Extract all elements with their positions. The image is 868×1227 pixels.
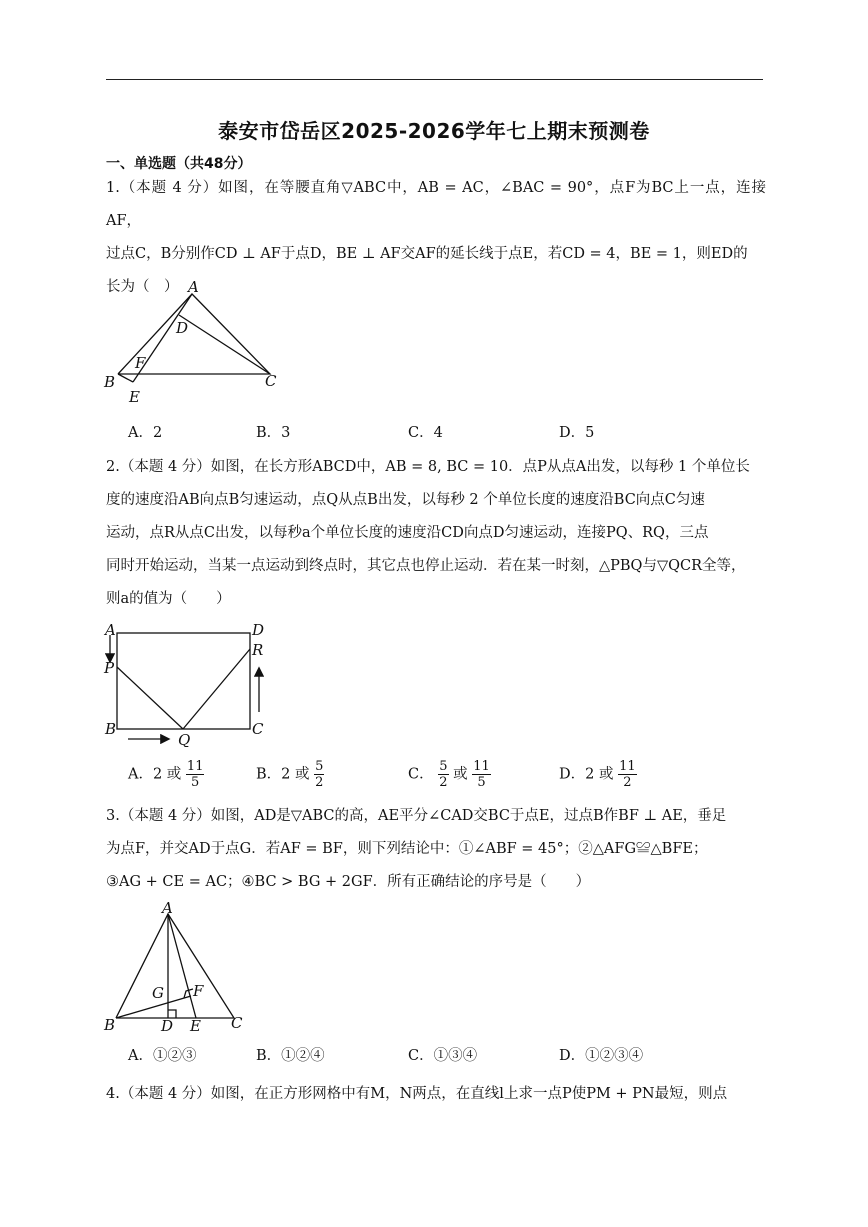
q2-label-a: A	[105, 621, 116, 639]
q2-label-b: B	[105, 720, 117, 738]
q2-line-5: 则a的值为（ ）	[106, 591, 231, 607]
q2-label-c: C	[252, 720, 264, 738]
q3-line-3: ③AG + CE = AC；④BC > BG + 2GF．所有正确结论的序号是（ ）	[106, 874, 591, 890]
q2-option-c-fraction-1	[438, 759, 448, 790]
q2-option-d-prefix: D．2 或	[559, 766, 614, 783]
q3-option-b[interactable]: B．①②④	[256, 1048, 325, 1064]
q2-option-a-fraction	[186, 759, 205, 790]
q3-option-c[interactable]: C．①③④	[408, 1048, 478, 1064]
numerator: 5	[315, 759, 324, 774]
question-3-text	[106, 800, 766, 899]
question-2-text	[106, 451, 766, 616]
q2-option-d[interactable]	[559, 759, 637, 790]
numerator: 11	[186, 759, 204, 774]
denominator: 2	[439, 775, 448, 790]
q1-label-f: F	[135, 354, 146, 372]
q1-line-2: 过点C，B分别作CD ⊥ AF于点D，BE ⊥ AF交AF的延长线于点E，若CD = 4，BE = 1，则ED的	[106, 246, 748, 262]
q2-line-3: 运动，点R从点C出发，以每秒a个单位长度的速度沿CD向点D匀速运动，连接PQ、RQ，三点	[106, 525, 709, 541]
q2-option-c-fraction-2	[472, 759, 491, 790]
q1-label-c: C	[265, 372, 277, 390]
numerator: 11	[619, 759, 636, 774]
q1-label-d: D	[176, 319, 189, 337]
q2-rectangle	[117, 633, 250, 729]
q2-option-b-fraction	[314, 759, 324, 790]
q1-line-3: 长为（ ）	[106, 279, 179, 295]
q1-line-cd	[179, 315, 270, 374]
q3-option-d[interactable]: D．①②③④	[559, 1048, 644, 1064]
denominator: 2	[315, 775, 324, 790]
q2-option-b[interactable]	[256, 759, 324, 790]
q3-label-e: E	[190, 1017, 201, 1035]
q2-label-p: P	[104, 659, 115, 677]
denominator: 2	[623, 775, 632, 790]
q2-option-c-prefix: C．	[408, 766, 434, 783]
q2-line-2: 度的速度沿AB向点B匀速运动，点Q从点B出发，以每秒 2 个单位长度的速度沿BC向点C匀速	[106, 492, 705, 508]
q1-label-a: A	[188, 278, 199, 296]
q3-label-d: D	[161, 1017, 174, 1035]
numerator: 5	[439, 759, 448, 774]
q2-label-r: R	[252, 641, 264, 659]
denominator: 5	[477, 775, 486, 790]
q2-line-pq	[117, 667, 183, 729]
q2-options	[106, 759, 746, 793]
q2-option-d-fraction	[618, 759, 637, 790]
q2-option-b-prefix: B．2 或	[256, 766, 310, 783]
q3-figure	[100, 900, 260, 1035]
q3-label-c: C	[231, 1014, 243, 1032]
q3-line-1: 3.（本题 4 分）如图，AD是▽ABC的高，AE平分∠CAD交BC于点E，过点B作BF ⊥ AE，垂足	[106, 808, 727, 824]
q1-option-d[interactable]: D．5	[559, 425, 595, 441]
q3-label-g: G	[152, 984, 164, 1002]
q1-figure	[100, 278, 290, 408]
q2-line-4: 同时开始运动，当某一点运动到终点时，其它点也停止运动．若在某一时刻，△PBQ与▽QCR全等，	[106, 558, 746, 574]
q3-label-a: A	[162, 900, 173, 917]
q2-figure	[100, 617, 280, 747]
q1-option-b[interactable]: B．3	[256, 425, 291, 441]
q2-line-rq	[183, 649, 250, 729]
q1-option-c[interactable]: C．4	[408, 425, 443, 441]
q1-label-e: E	[129, 388, 140, 406]
q2-option-c-mid: 或	[453, 766, 468, 783]
page-title: 泰安市岱岳区2025-2026学年七上期末预测卷	[218, 119, 650, 143]
q4-line-1: 4.（本题 4 分）如图，在正方形网格中有M，N两点，在直线l上求一点P使PM + PN最短，则点	[106, 1086, 728, 1102]
q1-option-a[interactable]: A．2	[128, 425, 163, 441]
q1-line-1: 1.（本题 4 分）如图，在等腰直角▽ABC中，AB = AC，∠BAC = 90°，点F为BC上一点，连接AF，	[106, 180, 766, 229]
q2-line-1: 2.（本题 4 分）如图，在长方形ABCD中，AB = 8, BC = 10．点P从点A出发，以每秒 1 个单位长	[106, 459, 750, 475]
q1-label-b: B	[104, 373, 116, 391]
q3-label-b: B	[104, 1016, 116, 1034]
q2-option-a[interactable]	[128, 759, 204, 790]
top-rule	[106, 79, 763, 80]
q1-line-be	[118, 374, 133, 382]
q3-label-f: F	[193, 982, 204, 1000]
section-heading: 一、单选题（共48分）	[106, 156, 252, 172]
question-4-text	[106, 1078, 766, 1111]
q3-bisector-ae	[168, 914, 196, 1018]
q2-label-d: D	[252, 621, 265, 639]
q3-option-a[interactable]: A．①②③	[128, 1048, 197, 1064]
q2-option-c[interactable]	[408, 759, 491, 790]
q3-triangle-abc	[116, 914, 234, 1018]
q2-label-q: Q	[178, 731, 191, 747]
q3-line-2: 为点F，并交AD于点G．若AF = BF，则下列结论中：①∠ABF = 45°；②△AFG≌△BFE；	[106, 841, 708, 857]
denominator: 5	[191, 775, 200, 790]
q2-option-a-prefix: A．2 或	[128, 766, 182, 783]
numerator: 11	[473, 759, 490, 774]
